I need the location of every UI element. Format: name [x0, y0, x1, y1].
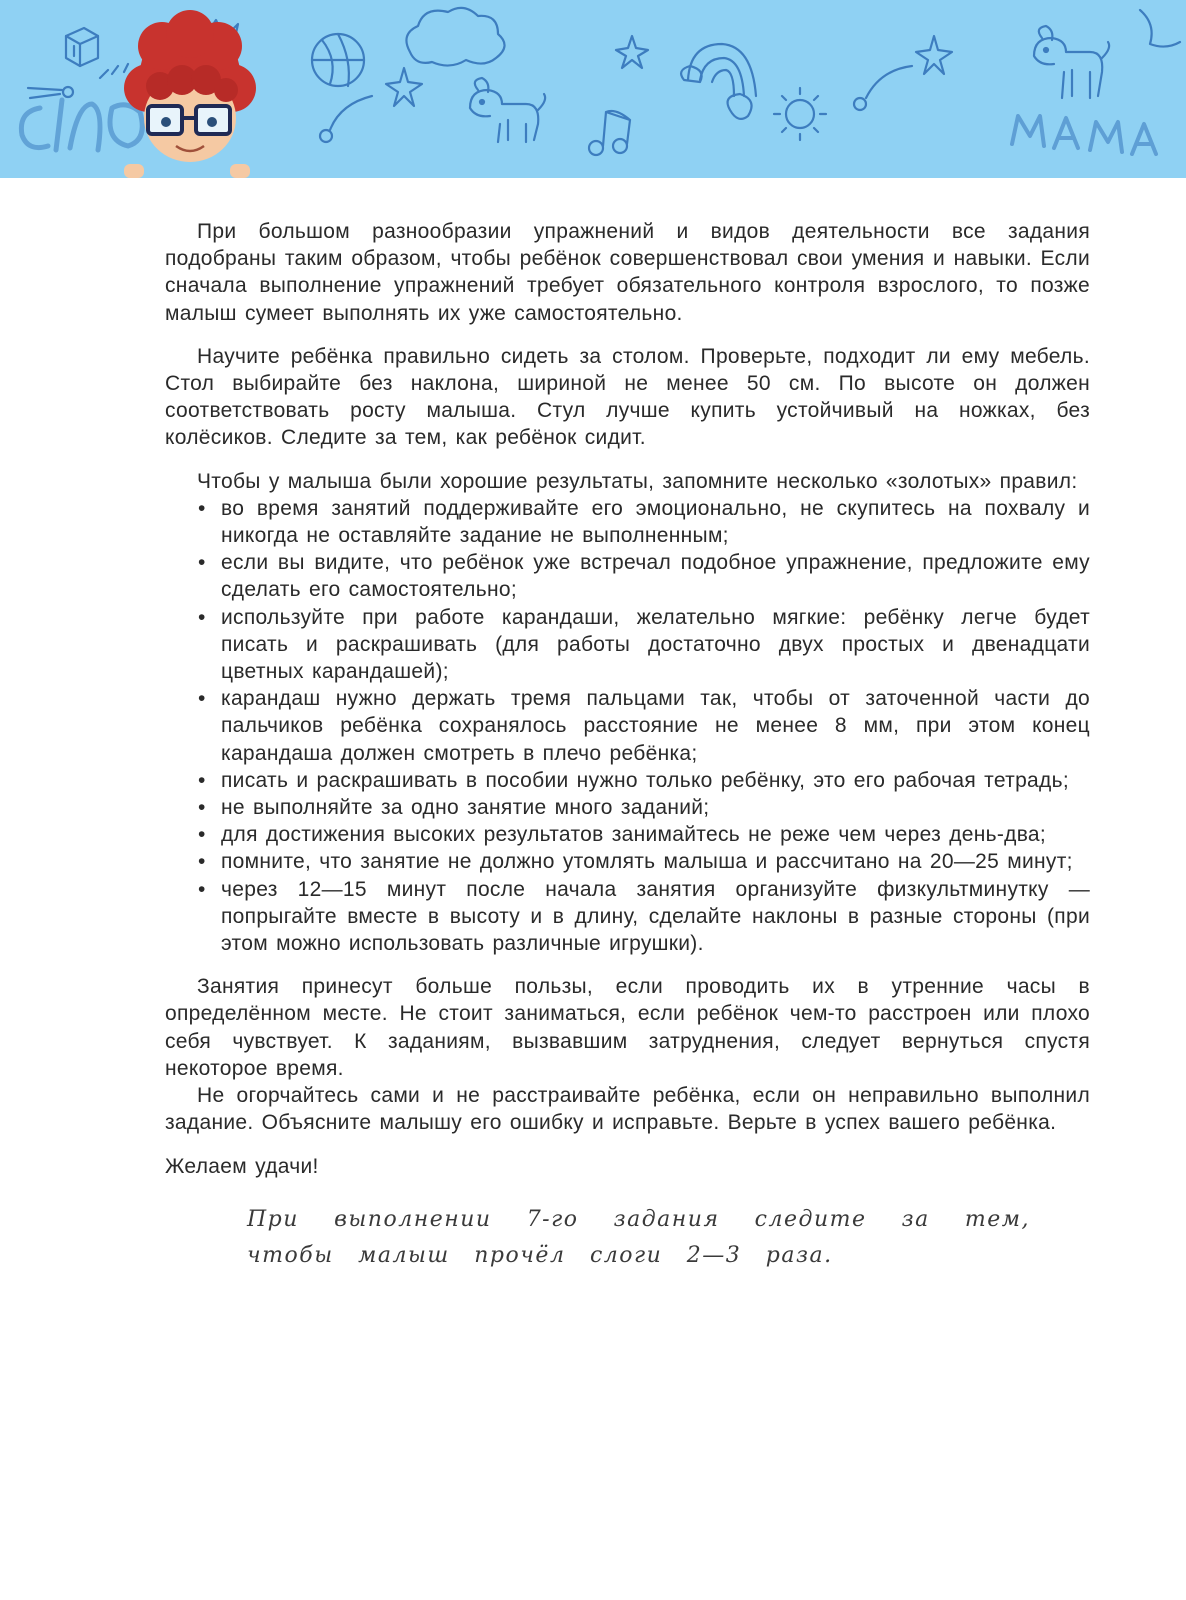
music-note-icon [589, 111, 630, 155]
seating-paragraph: Научите ребёнка правильно сидеть за столом. Проверьте, подходит ли ему мебель. Стол выбирайте без наклона, шириной не менее 50 см. По высоте он должен соответствовать росту малыша. Стул лучше купить устойчивый на ножках, без колёсиков. Следите за тем, как ребёнок сидит. [165, 344, 1090, 450]
bullet-icon: • [198, 605, 206, 629]
golden-rules-intro: Чтобы у малыша были хорошие результаты, запомните несколько «золотых» правил: [197, 469, 1078, 493]
list-item: • помните, что занятие не должно утомлять малыша и рассчитано на 20—25 минут; [165, 848, 1090, 875]
cloud-icon [406, 8, 504, 66]
bullet-icon: • [198, 551, 206, 575]
bullet-icon: • [198, 823, 206, 847]
bullet-icon: • [198, 877, 206, 901]
golden-rules-list [165, 495, 1090, 957]
bullet-icon: • [198, 496, 206, 520]
list-item: • не выполняйте за одно занятие много заданий; [165, 794, 1090, 821]
encouragement-paragraph: Не огорчайтесь сами и не расстраивайте ребёнка, если он неправильно выполнил задание. Объясните малышу его ошибку и исправьте. Верьте в успех вашего ребёнка. [165, 1084, 1090, 1135]
closing-wish: Желаем удачи! [165, 1154, 319, 1178]
page-content [165, 218, 1090, 1274]
star-icon [616, 36, 648, 68]
shooting-star-icon [854, 36, 952, 110]
letters-slova [21, 100, 142, 150]
list-item: • карандаш нужно держать тремя пальцами так, чтобы от заточенной части до пальчиков ребёнка сохранялось расстояние не менее 8 мм, при этом конец карандаша должен смотреть в плечо ребёнка; [198, 687, 1090, 765]
list-item: • во время занятий поддерживайте его эмоционально, не скупитесь на похвалу и никогда не оставляйте задание не выполненным; [198, 496, 1090, 548]
shooting-star-icon [28, 87, 73, 98]
cube-icon [66, 28, 98, 66]
header-banner [0, 0, 1186, 178]
list-item: • писать и раскрашивать в пособии нужно только ребёнку, это его рабочая тетрадь; [165, 767, 1090, 794]
bullet-icon: • [198, 796, 206, 820]
rainbow-icon [681, 44, 756, 119]
morning-paragraph: Занятия принесут больше пользы, если проводить их в утренние часы в определённом месте. Не стоит заниматься, если ребёнок чем-то расстроен или плохо себя чувствует. К заданиям, вызвавшим затруднения, следует вернуться спустя некоторое время. [165, 975, 1090, 1080]
intro-paragraph: При большом разнообразии упражнений и видов деятельности все задания подобраны таким образом, чтобы ребёнок совершенствовал свои умения и навыки. Если сначала выполнение упражнений требует обязательного контроля взрослого, то позже малыш сумеет выполнять их уже самостоятельно. [165, 220, 1090, 325]
letters-mama [1012, 116, 1156, 154]
bullet-icon: • [198, 850, 206, 874]
child-illustration [124, 10, 256, 178]
bullet-icon: • [198, 687, 206, 711]
list-item: • через 12—15 минут после начала занятия организуйте физкультминутку — попрыгайте вместе в высоту и в длину, сделайте наклоны в разные стороны (при этом можно использовать различные игрушки). [198, 877, 1090, 956]
handwritten-note: При выполнении 7-го задания следите за тем, чтобы малыш прочёл слоги 2—3 раза. [247, 1206, 1030, 1268]
list-item: • используйте при работе карандаши, желательно мягкие: ребёнку легче будет писать и раскрашивать (для работы достаточно двух простых и двенадцати цветных карандашей); [198, 605, 1090, 684]
banner-doodles [0, 0, 1186, 178]
sun-icon [774, 88, 826, 140]
list-item: • для достижения высоких результатов занимайтесь не реже чем через день-два; [165, 821, 1090, 848]
list-item: • если вы видите, что ребёнок уже встречал подобное упражнение, предложите ему сделать его самостоятельно; [198, 551, 1090, 602]
puppy-icon [470, 78, 545, 142]
ball-icon [312, 34, 364, 86]
bullet-icon: • [198, 768, 206, 792]
star-icon [320, 68, 422, 142]
puppy-icon [1034, 26, 1109, 98]
